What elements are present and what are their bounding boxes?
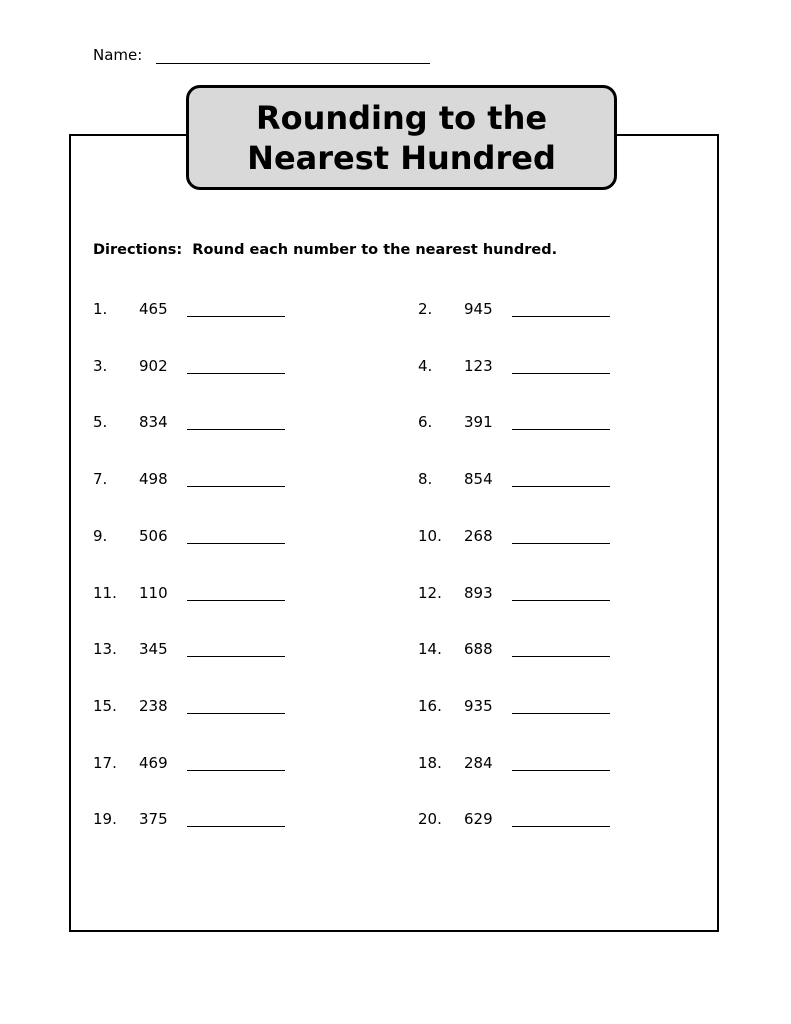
problem-value: 834 xyxy=(139,413,168,432)
problem-value: 123 xyxy=(464,356,493,375)
problem-value: 854 xyxy=(464,470,493,489)
directions-text: Directions: Round each number to the nearest hundred. xyxy=(93,242,558,258)
problem-number: 19. xyxy=(93,810,117,829)
answer-blank[interactable] xyxy=(187,642,285,657)
title-line-2: Nearest Hundred xyxy=(247,138,556,177)
problem-value: 375 xyxy=(139,810,168,829)
answer-blank[interactable] xyxy=(512,699,610,714)
name-field xyxy=(93,46,430,64)
problem-number: 16. xyxy=(418,696,442,715)
problem-number: 6. xyxy=(418,413,433,432)
answer-blank[interactable] xyxy=(187,529,285,544)
problem-value: 902 xyxy=(139,356,168,375)
problem-value: 391 xyxy=(464,413,493,432)
answer-blank[interactable] xyxy=(187,302,285,317)
problem-number: 13. xyxy=(93,640,117,659)
problem-value: 469 xyxy=(139,753,168,772)
answer-blank[interactable] xyxy=(187,359,285,374)
answer-blank[interactable] xyxy=(187,812,285,827)
answer-blank[interactable] xyxy=(187,756,285,771)
answer-blank[interactable] xyxy=(512,529,610,544)
answer-blank[interactable] xyxy=(187,699,285,714)
problem-number: 1. xyxy=(93,300,108,318)
problem-value: 893 xyxy=(464,583,493,602)
answer-blank[interactable] xyxy=(512,302,610,317)
problem-number: 7. xyxy=(93,470,108,489)
problem-value: 629 xyxy=(464,810,493,829)
answer-blank[interactable] xyxy=(512,812,610,827)
answer-blank[interactable] xyxy=(512,359,610,374)
problem-number: 15. xyxy=(93,696,117,715)
answer-blank[interactable] xyxy=(512,756,610,771)
name-blank-line[interactable] xyxy=(156,49,430,64)
problem-number: 17. xyxy=(93,753,117,772)
problem-value: 284 xyxy=(464,753,493,772)
problem-value: 465 xyxy=(139,300,168,318)
problem-number: 9. xyxy=(93,526,108,545)
problem-value: 506 xyxy=(139,526,168,545)
answer-blank[interactable] xyxy=(187,472,285,487)
problem-number: 18. xyxy=(418,753,442,772)
answer-blank[interactable] xyxy=(512,642,610,657)
problem-number: 3. xyxy=(93,356,108,375)
problem-number: 2. xyxy=(418,300,433,318)
problem-value: 935 xyxy=(464,696,493,715)
answer-blank[interactable] xyxy=(187,586,285,601)
title-box xyxy=(186,85,617,190)
answer-blank[interactable] xyxy=(187,415,285,430)
problem-value: 498 xyxy=(139,470,168,489)
problem-value: 945 xyxy=(464,300,493,318)
problem-value: 238 xyxy=(139,696,168,715)
title-line-1: Rounding to the xyxy=(255,98,548,137)
problem-number: 12. xyxy=(418,583,442,602)
problem-value: 110 xyxy=(139,583,168,602)
name-label: Name: xyxy=(93,46,143,64)
problem-value: 345 xyxy=(139,640,168,659)
problem-number: 11. xyxy=(93,583,117,602)
problem-value: 688 xyxy=(464,640,493,659)
problem-number: 5. xyxy=(93,413,108,432)
problem-number: 10. xyxy=(418,526,442,545)
problem-number: 4. xyxy=(418,356,433,375)
answer-blank[interactable] xyxy=(512,472,610,487)
answer-blank[interactable] xyxy=(512,586,610,601)
problem-number: 20. xyxy=(418,810,442,829)
problem-value: 268 xyxy=(464,526,493,545)
problem-number: 14. xyxy=(418,640,442,659)
answer-blank[interactable] xyxy=(512,415,610,430)
problem-number: 8. xyxy=(418,470,433,489)
